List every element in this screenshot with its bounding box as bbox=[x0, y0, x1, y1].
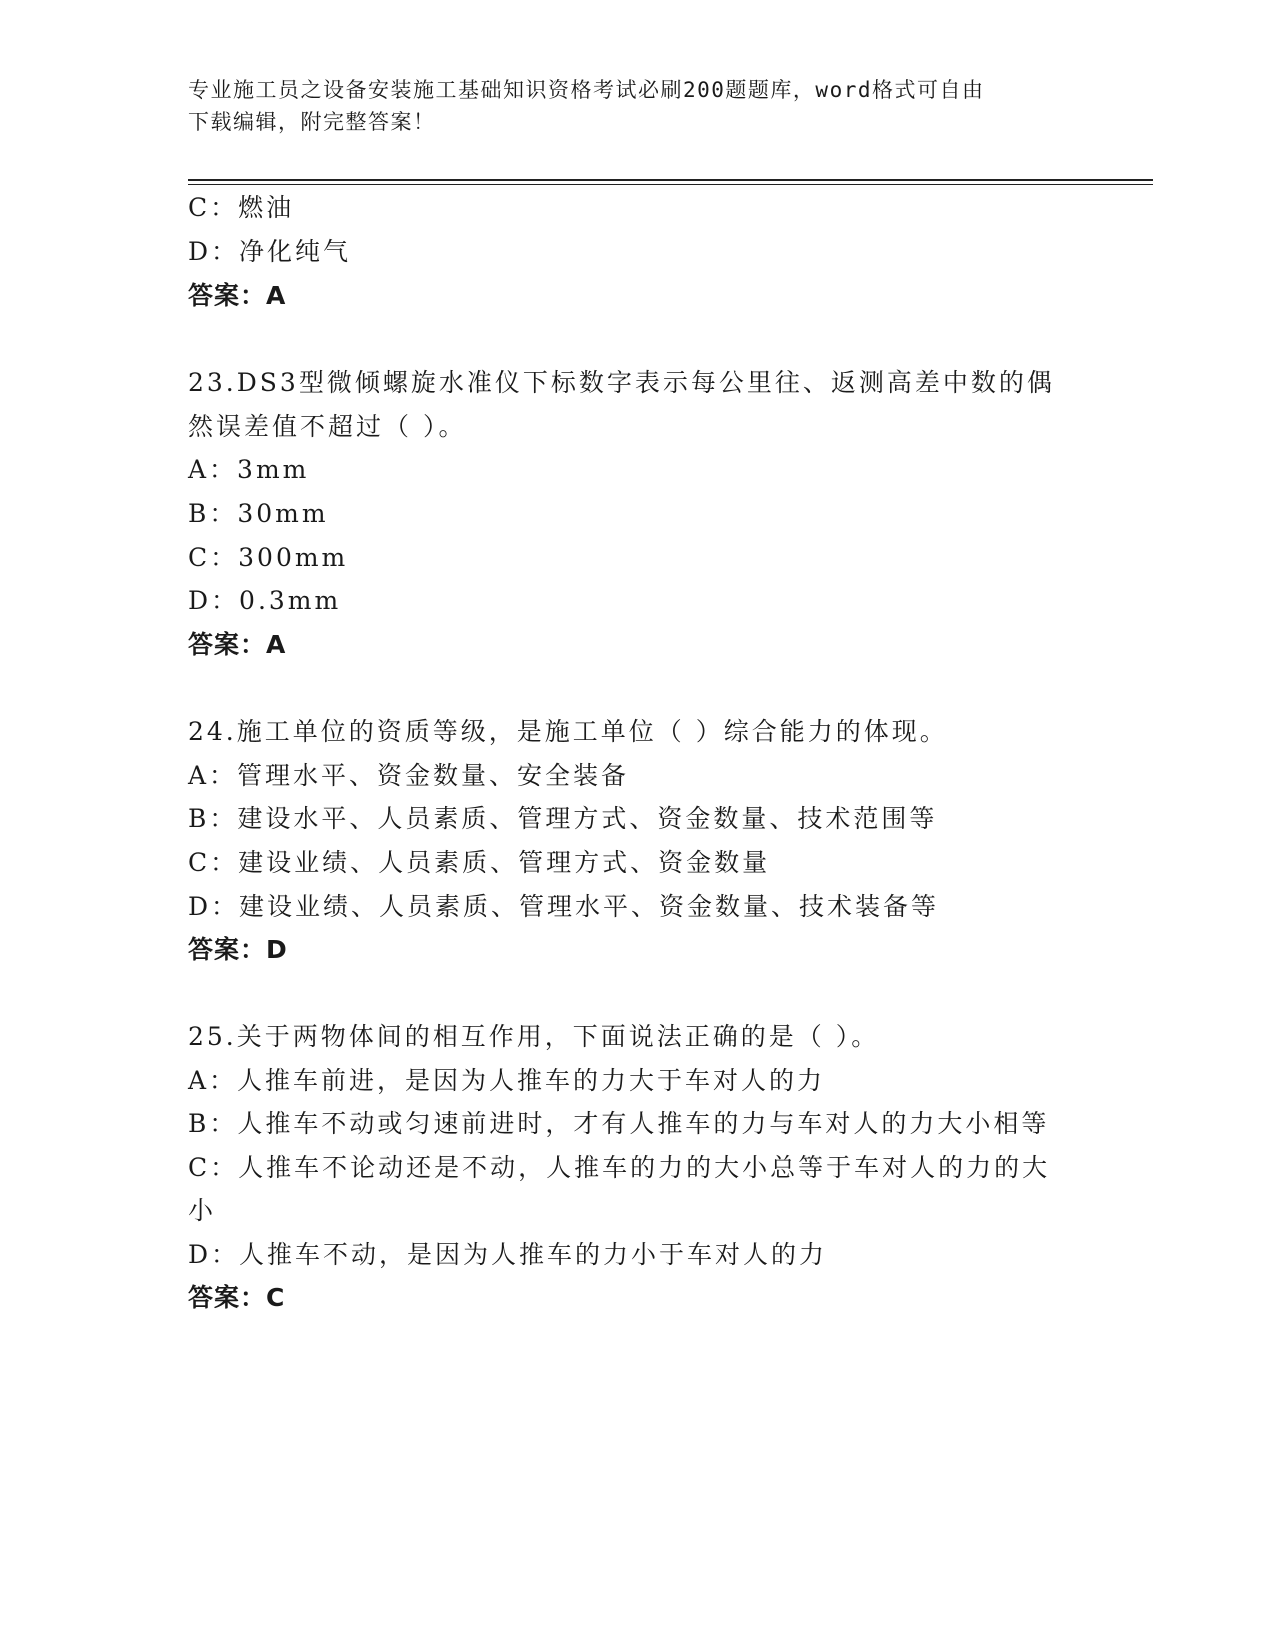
q23-stem-line-2: 然误差值不超过（ ）。 bbox=[188, 412, 467, 441]
q25-stem: 25.关于两物体间的相互作用，下面说法正确的是（ ）。 bbox=[188, 1022, 880, 1051]
header-title-line-1: 专业施工员之设备安装施工基础知识资格考试必刷200题题库，word格式可自由 bbox=[188, 78, 985, 102]
q25-option-c-line-2: 小 bbox=[188, 1196, 217, 1225]
q25-answer: 答案：C bbox=[188, 1283, 286, 1312]
q24-option-d: D：建设业绩、人员素质、管理水平、资金数量、技术装备等 bbox=[188, 892, 940, 921]
header-divider-thick bbox=[188, 179, 1153, 181]
q22-option-d: D：净化纯气 bbox=[188, 237, 352, 266]
q25-option-d: D：人推车不动，是因为人推车的力小于车对人的力 bbox=[188, 1240, 828, 1269]
q23-stem-line-1: 23.DS3型微倾螺旋水准仪下标数字表示每公里往、返测高差中数的偶 bbox=[188, 368, 1055, 397]
q24-option-a: A：管理水平、资金数量、安全装备 bbox=[188, 761, 630, 790]
q23-option-b: B：30mm bbox=[188, 499, 329, 528]
q23-option-d: D：0.3mm bbox=[188, 586, 342, 615]
q24-option-b: B：建设水平、人员素质、管理方式、资金数量、技术范围等 bbox=[188, 804, 938, 833]
q25-option-c-line-1: C：人推车不论动还是不动，人推车的力的大小总等于车对人的力的大 bbox=[188, 1153, 1051, 1182]
header-title-line-2: 下载编辑，附完整答案！ bbox=[188, 110, 436, 134]
q23-option-a: A：3mm bbox=[188, 455, 310, 484]
q22-answer: 答案：A bbox=[188, 281, 287, 310]
q22-option-c: C：燃油 bbox=[188, 193, 295, 222]
q23-answer: 答案：A bbox=[188, 630, 287, 659]
q23-option-c: C：300mm bbox=[188, 543, 349, 572]
q24-option-c: C：建设业绩、人员素质、管理方式、资金数量 bbox=[188, 848, 771, 877]
q24-answer: 答案：D bbox=[188, 935, 288, 964]
q24-stem: 24.施工单位的资质等级，是施工单位（ ）综合能力的体现。 bbox=[188, 717, 948, 746]
document-header bbox=[188, 74, 1068, 138]
header-divider-thin bbox=[188, 184, 1153, 185]
q25-option-a: A：人推车前进，是因为人推车的力大于车对人的力 bbox=[188, 1066, 826, 1095]
q25-option-b: B：人推车不动或匀速前进时，才有人推车的力与车对人的力大小相等 bbox=[188, 1109, 1050, 1138]
